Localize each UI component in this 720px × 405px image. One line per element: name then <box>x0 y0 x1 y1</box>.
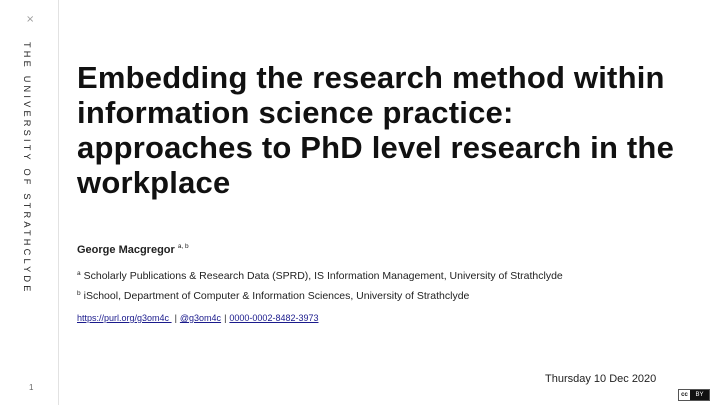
close-icon[interactable]: × <box>26 14 35 25</box>
presentation-date: Thursday 10 Dec 2020 <box>545 373 657 385</box>
author-line <box>77 243 189 256</box>
sidebar <box>0 0 59 405</box>
author-affiliation-marks: a, b <box>177 243 189 250</box>
affiliation-mark: a <box>77 270 81 277</box>
purl-link[interactable]: https://purl.org/g3om4c <box>77 313 172 323</box>
page-number: 1 <box>29 383 34 392</box>
twitter-link[interactable]: @g3om4c <box>179 313 222 323</box>
affiliation-b <box>77 290 469 302</box>
slide-title: Embedding the research method within information science practice: approaches to PhD level research in the workplace <box>77 60 675 200</box>
cc-by-icon[interactable] <box>678 389 710 401</box>
link-separator: | <box>224 313 227 323</box>
by-icon: BY <box>690 390 709 400</box>
affiliation-a <box>77 270 563 282</box>
contact-links <box>77 313 318 323</box>
affiliation-text: Scholarly Publications & Research Data (SPRD), IS Information Management, University of Strathclyde <box>83 270 563 282</box>
orcid-link[interactable]: 0000-0002-8482-3973 <box>229 313 319 323</box>
university-wordmark: THE UNIVERSITY OF STRATHCLYDE <box>22 42 32 295</box>
affiliation-mark: b <box>77 290 81 297</box>
author-name: George Macgregor <box>77 244 175 256</box>
affiliation-text: iSchool, Department of Computer & Information Sciences, University of Strathclyde <box>83 290 470 302</box>
cc-icon: cc <box>679 390 690 400</box>
link-separator: | <box>174 313 177 323</box>
